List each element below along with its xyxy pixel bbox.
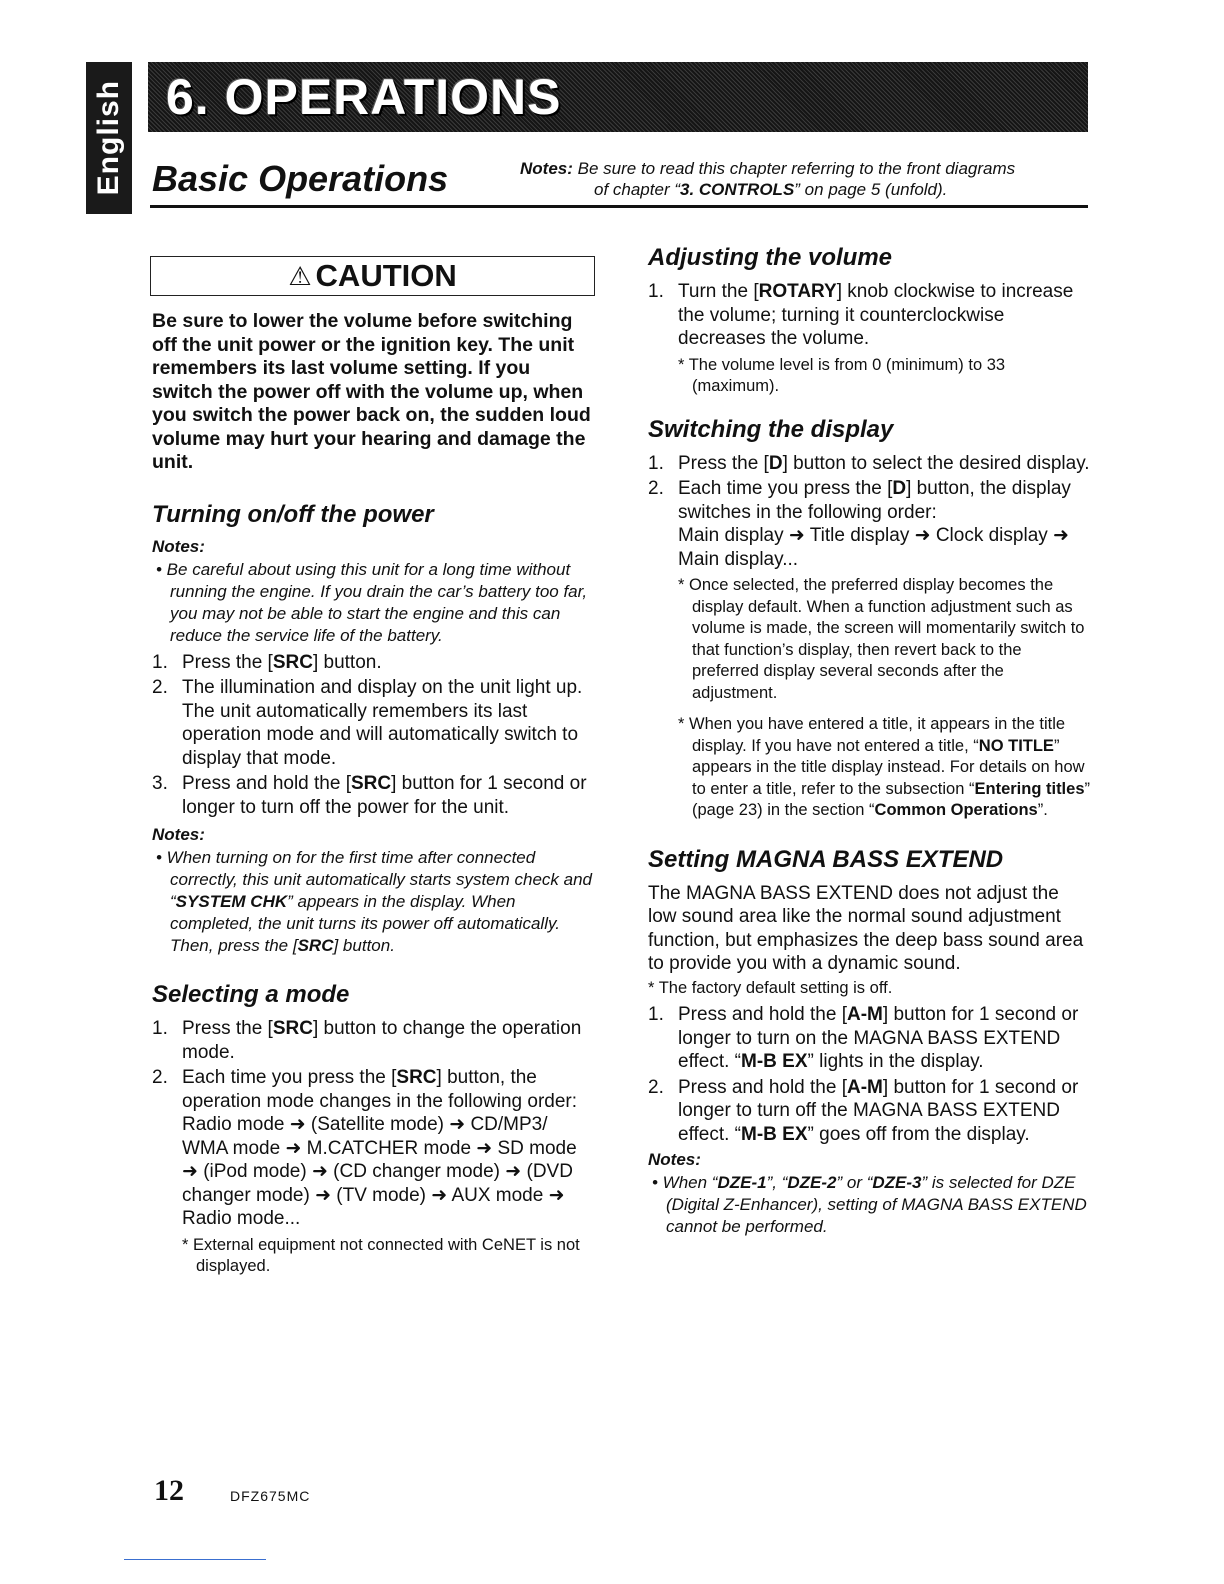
note-text: • When “ — [652, 1173, 718, 1192]
item-text: Press the [ — [678, 452, 769, 474]
item-number: 1. — [648, 452, 664, 474]
note-text: ”, “ — [766, 1173, 788, 1192]
footer-rule — [124, 1559, 266, 1560]
item-key: SRC — [396, 1067, 437, 1088]
mode-heading: Selecting a mode — [152, 981, 350, 1008]
volume-heading: Adjusting the volume — [648, 244, 893, 271]
header-notes-label: Notes: — [520, 159, 573, 178]
language-tab-label: English — [92, 80, 125, 196]
display-footnote-1: * Once selected, the preferred display becomes the display default. When a function adjustment such as volume is made, the screen will momentarily switch to that function’s display, then revert back to the preferred display several seconds after the adjustment. — [678, 576, 1085, 702]
chapter-banner — [148, 62, 1088, 132]
item-number: 1. — [152, 651, 168, 673]
item-number: 2. — [648, 1076, 664, 1098]
note-text: ” or “ — [836, 1173, 873, 1192]
power-notes-label: Notes: — [152, 536, 205, 556]
page-number: 12 — [154, 1474, 184, 1507]
item-number: 3. — [152, 773, 168, 794]
item-text: ] button for 1 second or longer to turn off the power for the unit. — [182, 773, 587, 818]
magna-notes-label: Notes: — [648, 1150, 701, 1169]
note-bold: DZE-3 — [872, 1173, 922, 1192]
item-key: D — [892, 478, 907, 499]
header-notes — [520, 158, 1100, 200]
item-text: Press the [ — [182, 1018, 273, 1039]
item-text: Press and hold the [ — [182, 773, 351, 794]
list-item — [648, 477, 1091, 571]
caution-box — [150, 256, 595, 296]
item-text: Press and hold the [ — [678, 1076, 847, 1098]
list-item — [152, 651, 595, 675]
caution-title: CAUTION — [315, 258, 457, 293]
note-text: ” is selected for DZE (Digital Z-Enhancer), setting of MAGNA BASS EXTEND cannot be performed. — [666, 1173, 1087, 1236]
item-text: Each time you press the [ — [182, 1067, 397, 1088]
display-order: Main display ➜ Title display ➜ Clock display ➜ Main display... — [678, 525, 1069, 570]
header-notes-line2-bold: 3. CONTROLS — [680, 180, 795, 199]
item-text: ” goes off from the display. — [807, 1123, 1030, 1145]
mode-footnote: * External equipment not connected with CeNET is not displayed. — [182, 1235, 580, 1275]
model-number: DFZ675MC — [230, 1488, 311, 1504]
list-item — [648, 1076, 1091, 1147]
item-number: 1. — [648, 1004, 664, 1025]
footnote-text: ” (page 23) in the section “ — [692, 779, 1090, 819]
power-heading: Turning on/off the power — [152, 500, 434, 528]
list-item — [648, 1003, 1091, 1074]
item-key: SRC — [272, 1018, 313, 1039]
power-note2 — [154, 847, 595, 957]
item-key: A-M — [847, 1076, 883, 1098]
footnote-text: ”. — [1037, 801, 1048, 819]
language-tab — [86, 62, 132, 214]
volume-footnote: * The volume level is from 0 (minimum) to 33 (maximum). — [678, 355, 1006, 395]
power-notes2-label: Notes: — [152, 825, 205, 844]
header-divider — [150, 205, 1088, 208]
item-text: ] button for 1 second or longer to turn on the MAGNA BASS EXTEND effect. “ — [678, 1004, 1079, 1072]
item-key: M-B EX — [741, 1123, 808, 1145]
item-text: ] knob clockwise to increase the volume; turning it counterclockwise decreases the volume. — [678, 281, 1074, 349]
item-text: ] button, the operation mode changes in the following order: — [182, 1067, 578, 1112]
header-notes-line2-post: ” on page 5 (unfold). — [794, 180, 948, 199]
note-text: • When turning on for the first time after connected correctly, this unit automatically starts system check and “ — [156, 848, 593, 911]
footnote-bold: NO TITLE — [978, 736, 1054, 755]
footnote-text: * When you have entered a title, it appears in the title display. If you have not entered a title, “ — [678, 715, 1066, 755]
item-text: Turn the [ — [678, 281, 759, 302]
list-item — [152, 772, 595, 819]
item-text: ] button to change the operation mode. — [182, 1018, 582, 1063]
header-notes-line2-pre: of chapter “ — [594, 180, 680, 199]
note-bold: SYSTEM CHK — [175, 892, 288, 911]
item-key: D — [768, 452, 783, 474]
caution-text: Be sure to lower the volume before switching off the unit power or the ignition key. The unit remembers its last volume setting. If you switch the power off with the volume up, when you switch the power back on, the sudden loud volume may hurt your hearing and damage the unit. — [152, 310, 591, 473]
footnote-bold: Entering titles — [974, 779, 1085, 798]
note-bold: DZE-1 — [717, 1173, 767, 1192]
warning-icon: ⚠ — [288, 260, 312, 291]
list-item — [152, 676, 595, 770]
header-notes-line1: Be sure to read this chapter referring to the front diagrams — [577, 159, 1016, 178]
item-text: ] button, the display switches in the following order: — [678, 478, 1071, 523]
item-text: ] button to select the desired display. — [782, 452, 1090, 474]
item-key: ROTARY — [758, 281, 837, 302]
mode-order: Radio mode ➜ (Satellite mode) ➜ CD/MP3/ WMA mode ➜ M.CATCHER mode ➜ SD mode ➜ (iPod mode) ➜ (CD changer mode) ➜ (DVD changer mode) ➜ (TV mode) ➜ AUX mode ➜ Radio mode... — [182, 1114, 577, 1229]
magna-footnote: * The factory default setting is off. — [648, 978, 893, 997]
section-heading: Basic Operations — [152, 158, 449, 199]
item-key: M-B EX — [741, 1051, 808, 1072]
footnote-bold: Common Operations — [874, 801, 1038, 819]
item-text: Each time you press the [ — [678, 478, 893, 499]
item-text: The illumination and display on the unit light up. The unit automatically remembers its last operation mode and will automatically switch to display that mode. — [182, 677, 583, 769]
item-text: ] button for 1 second or longer to turn off the MAGNA BASS EXTEND effect. “ — [678, 1076, 1079, 1145]
item-number: 1. — [152, 1018, 168, 1039]
note-text: ” appears in the display. When completed, the unit turns its power off automatically. Then, press the [ — [170, 892, 560, 955]
magna-note — [650, 1172, 1091, 1238]
list-item — [648, 280, 1091, 351]
item-key: SRC — [351, 773, 392, 794]
item-number: 2. — [152, 1067, 168, 1088]
magna-paragraph: The MAGNA BASS EXTEND does not adjust the low sound area like the normal sound adjustment function, but emphasizes the deep bass sound area to provide you with a dynamic sound. — [648, 882, 1084, 974]
item-text: ] button. — [312, 651, 382, 673]
item-key: SRC — [272, 651, 313, 673]
list-item — [152, 1017, 595, 1064]
list-item — [648, 452, 1091, 476]
note-text: ] button. — [333, 936, 395, 955]
note-bold: DZE-2 — [787, 1173, 837, 1192]
display-footnote-2 — [676, 714, 1091, 822]
item-number: 2. — [152, 677, 168, 698]
item-text: Press the [ — [182, 651, 273, 673]
right-column — [646, 244, 1091, 1242]
display-heading: Switching the display — [648, 415, 894, 443]
power-note: • Be careful about using this unit for a long time without running the engine. If you drain the car’s battery too far, you may not be able to start the engine and this can reduce the service life of the battery. — [156, 559, 588, 645]
left-column — [150, 256, 595, 1288]
magna-heading: Setting MAGNA BASS EXTEND — [648, 845, 1004, 873]
item-key: A-M — [847, 1004, 883, 1025]
chapter-title: 6. OPERATIONS — [166, 69, 562, 125]
item-text: Press and hold the [ — [678, 1004, 847, 1025]
item-number: 1. — [648, 281, 664, 302]
item-text: ” lights in the display. — [807, 1051, 984, 1072]
note-bold: SRC — [297, 936, 334, 955]
footnote-text: ” appears in the title display instead. For details on how to enter a title, refer to the subsection “ — [692, 736, 1085, 798]
item-number: 2. — [648, 478, 664, 499]
list-item — [152, 1066, 595, 1231]
